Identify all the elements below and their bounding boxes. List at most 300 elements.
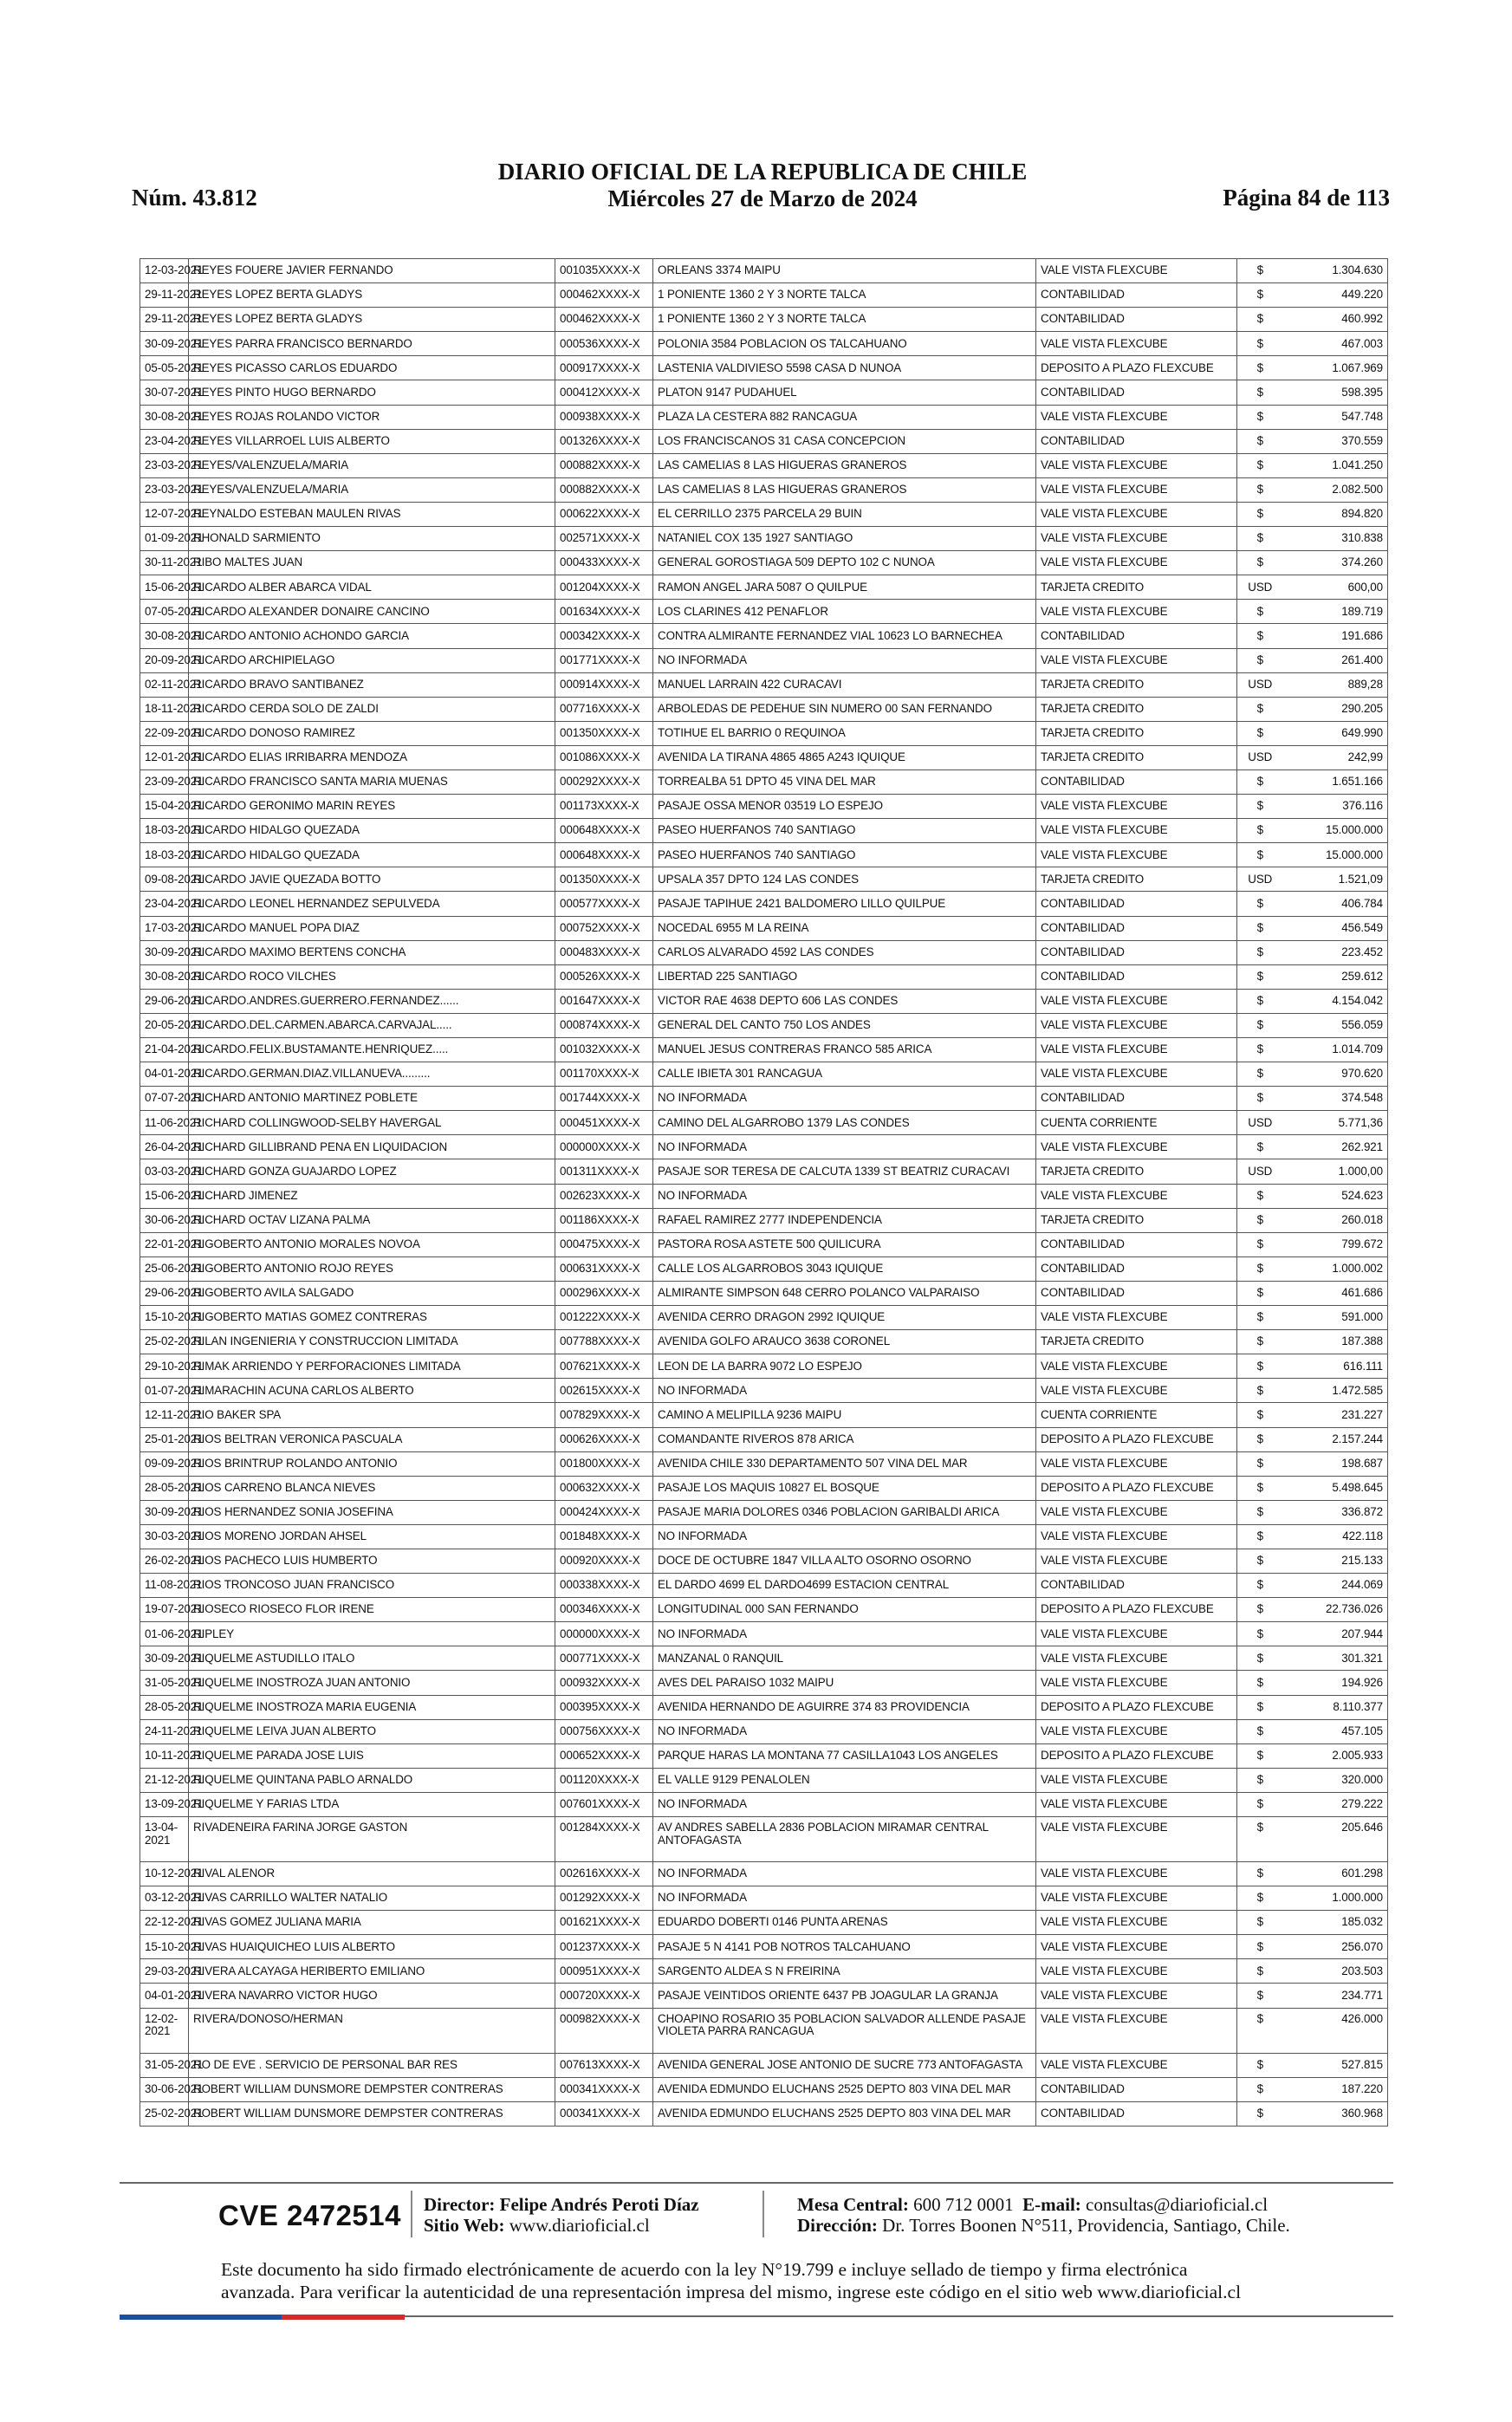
amount-cell: 203.503 [1283, 1959, 1388, 1984]
date-cell: 09-08-2021 [140, 867, 189, 892]
product-cell: VALE VISTA FLEXCUBE [1036, 648, 1237, 672]
rut-cell: 007716XXXX-X [555, 697, 653, 721]
address-cell: UPSALA 357 DPTO 124 LAS CONDES [653, 867, 1036, 892]
date-cell: 21-12-2021 [140, 1768, 189, 1792]
amount-cell: 5.498.645 [1283, 1476, 1388, 1500]
product-cell: TARJETA CREDITO [1036, 697, 1237, 721]
product-cell: CONTABILIDAD [1036, 916, 1237, 940]
amount-cell: 457.105 [1283, 1719, 1388, 1743]
holder-name-cell: RIQUELME Y FARIAS LTDA [189, 1792, 555, 1816]
currency-cell: $ [1237, 1256, 1283, 1281]
date-cell: 30-11-2021 [140, 551, 189, 575]
amount-cell: 894.820 [1283, 502, 1388, 526]
holder-name-cell: RIQUELME LEIVA JUAN ALBERTO [189, 1719, 555, 1743]
product-cell: CONTABILIDAD [1036, 380, 1237, 405]
holder-name-cell: RHONALD SARMIENTO [189, 527, 555, 551]
currency-cell: $ [1237, 1500, 1283, 1524]
date-cell: 23-09-2021 [140, 769, 189, 794]
currency-cell: $ [1237, 1792, 1283, 1816]
product-cell: VALE VISTA FLEXCUBE [1036, 1911, 1237, 1935]
date-cell: 12-01-2021 [140, 745, 189, 769]
table-row [140, 1379, 1388, 1403]
rut-cell: 000342XXXX-X [555, 624, 653, 648]
currency-cell: $ [1237, 477, 1283, 502]
address-cell: 1 PONIENTE 1360 2 Y 3 NORTE TALCA [653, 308, 1036, 332]
footer-separator [411, 2191, 412, 2237]
date-cell: 24-11-2021 [140, 1719, 189, 1743]
table-row [140, 1768, 1388, 1792]
holder-name-cell: RICHARD ANTONIO MARTINEZ POBLETE [189, 1087, 555, 1111]
date-cell: 30-09-2021 [140, 1500, 189, 1524]
table-row [140, 332, 1388, 356]
rut-cell: 000341XXXX-X [555, 2101, 653, 2126]
amount-cell: 970.620 [1283, 1062, 1388, 1087]
table-row [140, 1935, 1388, 1959]
table-row [140, 1087, 1388, 1111]
currency-cell: $ [1237, 2101, 1283, 2126]
email-link[interactable]: consultas@diarioficial.cl [1086, 2194, 1269, 2215]
rut-cell: 002616XXXX-X [555, 1862, 653, 1886]
table-row [140, 429, 1388, 453]
rut-cell: 001350XXXX-X [555, 721, 653, 745]
date-cell: 01-06-2021 [140, 1622, 189, 1646]
rut-cell: 000631XXXX-X [555, 1256, 653, 1281]
product-cell: CONTABILIDAD [1036, 892, 1237, 916]
amount-cell: 422.118 [1283, 1524, 1388, 1549]
rut-cell: 001186XXXX-X [555, 1208, 653, 1232]
rut-cell: 007788XXXX-X [555, 1330, 653, 1354]
holder-name-cell: RICARDO GERONIMO MARIN REYES [189, 795, 555, 819]
table-row [140, 1500, 1388, 1524]
rut-cell: 001035XXXX-X [555, 259, 653, 283]
currency-cell: $ [1237, 1330, 1283, 1354]
amount-cell: 889,28 [1283, 672, 1388, 697]
amount-cell: 1.000,00 [1283, 1159, 1388, 1184]
table-row [140, 1159, 1388, 1184]
table-row [140, 989, 1388, 1013]
date-cell: 01-07-2021 [140, 1379, 189, 1403]
table-row [140, 600, 1388, 624]
product-cell: VALE VISTA FLEXCUBE [1036, 1862, 1237, 1886]
currency-cell: $ [1237, 1403, 1283, 1427]
address-cell: AVENIDA GOLFO ARAUCO 3638 CORONEL [653, 1330, 1036, 1354]
holder-name-cell: RIVERA NAVARRO VICTOR HUGO [189, 1984, 555, 2008]
rut-cell: 001634XXXX-X [555, 600, 653, 624]
currency-cell: USD [1237, 672, 1283, 697]
date-cell: 07-07-2021 [140, 1087, 189, 1111]
product-cell: DEPOSITO A PLAZO FLEXCUBE [1036, 1598, 1237, 1622]
product-cell: VALE VISTA FLEXCUBE [1036, 989, 1237, 1013]
product-cell: VALE VISTA FLEXCUBE [1036, 819, 1237, 843]
table-row [140, 1038, 1388, 1062]
date-cell: 30-09-2021 [140, 940, 189, 964]
amount-cell: 1.304.630 [1283, 259, 1388, 283]
product-cell: VALE VISTA FLEXCUBE [1036, 1671, 1237, 1695]
records-table [140, 258, 1388, 2127]
amount-cell: 556.059 [1283, 1013, 1388, 1037]
currency-cell: $ [1237, 1476, 1283, 1500]
page-header [130, 159, 1395, 219]
currency-cell: $ [1237, 1743, 1283, 1768]
legal-notice-line: avanzada. Para verificar la autenticidad de una representación impresa del mismo, ingrese este código en el sitio web www.diarioficial.cl [221, 2282, 1242, 2302]
product-cell: VALE VISTA FLEXCUBE [1036, 259, 1237, 283]
amount-cell: 461.686 [1283, 1281, 1388, 1305]
address-cell: LIBERTAD 225 SANTIAGO [653, 964, 1036, 989]
amount-cell: 370.559 [1283, 429, 1388, 453]
product-cell: CUENTA CORRIENTE [1036, 1403, 1237, 1427]
holder-name-cell: RICARDO CERDA SOLO DE ZALDI [189, 697, 555, 721]
address-cell: PASAJE LOS MAQUIS 10827 EL BOSQUE [653, 1476, 1036, 1500]
currency-cell: $ [1237, 1451, 1283, 1476]
holder-name-cell: RIVAS CARRILLO WALTER NATALIO [189, 1886, 555, 1911]
date-cell: 25-02-2021 [140, 2101, 189, 2126]
address-cell: LAS CAMELIAS 8 LAS HIGUERAS GRANEROS [653, 453, 1036, 477]
holder-name-cell: RICARDO ROCO VILCHES [189, 964, 555, 989]
publication-date: Miércoles 27 de Marzo de 2024 [607, 185, 918, 211]
date-cell: 29-11-2021 [140, 283, 189, 308]
rut-cell: 000626XXXX-X [555, 1427, 653, 1451]
date-cell: 18-03-2021 [140, 843, 189, 867]
amount-cell: 1.521,09 [1283, 867, 1388, 892]
address-cell: NOCEDAL 6955 M LA REINA [653, 916, 1036, 940]
holder-name-cell: RIMARACHIN ACUNA CARLOS ALBERTO [189, 1379, 555, 1403]
rut-cell: 000648XXXX-X [555, 819, 653, 843]
date-cell: 29-06-2021 [140, 1281, 189, 1305]
address-cell: TORREALBA 51 DPTO 45 VINA DEL MAR [653, 769, 1036, 794]
address-cell: NO INFORMADA [653, 1379, 1036, 1403]
holder-name-cell: RIQUELME INOSTROZA JUAN ANTONIO [189, 1671, 555, 1695]
amount-cell: 8.110.377 [1283, 1695, 1388, 1719]
rut-cell: 000433XXXX-X [555, 551, 653, 575]
table-row [140, 1984, 1388, 2008]
rut-cell: 001173XXXX-X [555, 795, 653, 819]
rut-cell: 000424XXXX-X [555, 1500, 653, 1524]
table-row [140, 356, 1388, 380]
currency-cell: $ [1237, 892, 1283, 916]
address-cell: AVENIDA CERRO DRAGON 2992 IQUIQUE [653, 1306, 1036, 1330]
product-cell: VALE VISTA FLEXCUBE [1036, 1354, 1237, 1379]
amount-cell: 194.926 [1283, 1671, 1388, 1695]
holder-name-cell: RIOS CARRENO BLANCA NIEVES [189, 1476, 555, 1500]
product-cell: VALE VISTA FLEXCUBE [1036, 502, 1237, 526]
rut-cell: 000483XXXX-X [555, 940, 653, 964]
rut-cell: 001170XXXX-X [555, 1062, 653, 1087]
amount-cell: 2.157.244 [1283, 1427, 1388, 1451]
holder-name-cell: RIVERA/DONOSO/HERMAN [189, 2008, 555, 2053]
holder-name-cell: RICARDO.GERMAN.DIAZ.VILLANUEVA......... [189, 1062, 555, 1087]
holder-name-cell: RIGOBERTO ANTONIO ROJO REYES [189, 1256, 555, 1281]
product-cell: CONTABILIDAD [1036, 429, 1237, 453]
rut-cell: 000346XXXX-X [555, 1598, 653, 1622]
table-row [140, 2008, 1388, 2053]
holder-name-cell: RIVADENEIRA FARINA JORGE GASTON [189, 1817, 555, 1862]
currency-cell: $ [1237, 843, 1283, 867]
product-cell: TARJETA CREDITO [1036, 867, 1237, 892]
rut-cell: 001800XXXX-X [555, 1451, 653, 1476]
product-cell: CONTABILIDAD [1036, 940, 1237, 964]
table-row [140, 1476, 1388, 1500]
address-cell: CARLOS ALVARADO 4592 LAS CONDES [653, 940, 1036, 964]
holder-name-cell: RIOS PACHECO LUIS HUMBERTO [189, 1549, 555, 1573]
table-row [140, 672, 1388, 697]
currency-cell: $ [1237, 1184, 1283, 1208]
table-row [140, 308, 1388, 332]
product-cell: VALE VISTA FLEXCUBE [1036, 1184, 1237, 1208]
table-row [140, 843, 1388, 867]
amount-cell: 320.000 [1283, 1768, 1388, 1792]
date-cell: 07-05-2021 [140, 600, 189, 624]
address-cell: AVENIDA LA TIRANA 4865 4865 A243 IQUIQUE [653, 745, 1036, 769]
holder-name-cell: RICARDO MANUEL POPA DIAZ [189, 916, 555, 940]
product-cell: VALE VISTA FLEXCUBE [1036, 843, 1237, 867]
date-cell: 31-05-2021 [140, 1671, 189, 1695]
table-row [140, 1306, 1388, 1330]
date-cell: 04-01-2021 [140, 1984, 189, 2008]
date-cell: 20-09-2021 [140, 648, 189, 672]
date-cell: 15-10-2021 [140, 1935, 189, 1959]
currency-cell: $ [1237, 600, 1283, 624]
address-cell: NO INFORMADA [653, 1622, 1036, 1646]
currency-cell: $ [1237, 624, 1283, 648]
holder-name-cell: RIOS HERNANDEZ SONIA JOSEFINA [189, 1500, 555, 1524]
holder-name-cell: RICHARD JIMENEZ [189, 1184, 555, 1208]
date-cell: 30-06-2021 [140, 1208, 189, 1232]
table-row [140, 1354, 1388, 1379]
records-body [140, 259, 1388, 2127]
currency-cell: $ [1237, 1671, 1283, 1695]
product-cell: VALE VISTA FLEXCUBE [1036, 1959, 1237, 1984]
product-cell: TARJETA CREDITO [1036, 1330, 1237, 1354]
address-cell: CALLE IBIETA 301 RANCAGUA [653, 1062, 1036, 1087]
currency-cell: $ [1237, 1574, 1283, 1598]
table-row [140, 1062, 1388, 1087]
rut-cell: 000412XXXX-X [555, 380, 653, 405]
address-text: Dr. Torres Boonen N°511, Providencia, Santiago, Chile. [882, 2215, 1290, 2236]
date-cell: 02-11-2021 [140, 672, 189, 697]
amount-cell: 336.872 [1283, 1500, 1388, 1524]
holder-name-cell: RICHARD GILLIBRAND PENA EN LIQUIDACION [189, 1135, 555, 1159]
holder-name-cell: RICARDO HIDALGO QUEZADA [189, 819, 555, 843]
rut-cell: 007621XXXX-X [555, 1354, 653, 1379]
holder-name-cell: REYES/VALENZUELA/MARIA [189, 453, 555, 477]
holder-name-cell: RIOS MORENO JORDAN AHSEL [189, 1524, 555, 1549]
amount-cell: 591.000 [1283, 1306, 1388, 1330]
table-row [140, 1719, 1388, 1743]
rut-cell: 001848XXXX-X [555, 1524, 653, 1549]
date-cell: 28-05-2021 [140, 1695, 189, 1719]
product-cell: DEPOSITO A PLAZO FLEXCUBE [1036, 1476, 1237, 1500]
email-label: E-mail: [1022, 2194, 1081, 2215]
holder-name-cell: RICARDO ALEXANDER DONAIRE CANCINO [189, 600, 555, 624]
address-cell: RAFAEL RAMIREZ 2777 INDEPENDENCIA [653, 1208, 1036, 1232]
footer-separator [762, 2191, 764, 2237]
amount-cell: 374.260 [1283, 551, 1388, 575]
currency-cell: $ [1237, 1598, 1283, 1622]
address-cell: PASAJE SOR TERESA DE CALCUTA 1339 ST BEATRIZ CURACAVI [653, 1159, 1036, 1184]
address-cell: COMANDANTE RIVEROS 878 ARICA [653, 1427, 1036, 1451]
amount-cell: 1.472.585 [1283, 1379, 1388, 1403]
legal-notice-line: Este documento ha sido firmado electrónicamente de acuerdo con la ley N°19.799 e incluye sellado de tiempo y firma electrónica [221, 2259, 1188, 2280]
amount-cell: 2.082.500 [1283, 477, 1388, 502]
table-row [140, 1111, 1388, 1135]
currency-cell: $ [1237, 964, 1283, 989]
table-row [140, 477, 1388, 502]
cve-code: CVE 2472514 [218, 2199, 401, 2231]
holder-name-cell: RICARDO BRAVO SANTIBANEZ [189, 672, 555, 697]
currency-cell: USD [1237, 575, 1283, 600]
currency-cell: $ [1237, 259, 1283, 283]
address-cell: PASAJE VEINTIDOS ORIENTE 6437 PB JOAGULAR LA GRANJA [653, 1984, 1036, 2008]
table-row [140, 769, 1388, 794]
rut-cell: 000526XXXX-X [555, 964, 653, 989]
date-cell: 11-06-2021 [140, 1111, 189, 1135]
address-cell: LAS CAMELIAS 8 LAS HIGUERAS GRANEROS [653, 477, 1036, 502]
rut-cell: 000917XXXX-X [555, 356, 653, 380]
product-cell: DEPOSITO A PLAZO FLEXCUBE [1036, 1427, 1237, 1451]
date-cell: 01-09-2021 [140, 527, 189, 551]
address-cell: CAMINO DEL ALGARROBO 1379 LAS CONDES [653, 1111, 1036, 1135]
holder-name-cell: RICARDO LEONEL HERNANDEZ SEPULVEDA [189, 892, 555, 916]
table-row [140, 1911, 1388, 1935]
date-cell: 30-07-2021 [140, 380, 189, 405]
rut-cell: 000462XXXX-X [555, 283, 653, 308]
amount-cell: 260.018 [1283, 1208, 1388, 1232]
date-cell: 29-03-2021 [140, 1959, 189, 1984]
rut-cell: 000652XXXX-X [555, 1743, 653, 1768]
website-link[interactable]: www.diarioficial.cl [509, 2215, 650, 2236]
rut-cell: 001120XXXX-X [555, 1768, 653, 1792]
address-cell: AV ANDRES SABELLA 2836 POBLACION MIRAMAR CENTRAL ANTOFAGASTA [653, 1817, 1036, 1862]
product-cell: CONTABILIDAD [1036, 769, 1237, 794]
address-cell: RAMON ANGEL JARA 5087 O QUILPUE [653, 575, 1036, 600]
address-cell: AVENIDA EDMUNDO ELUCHANS 2525 DEPTO 803 VINA DEL MAR [653, 2101, 1036, 2126]
date-cell: 15-06-2021 [140, 575, 189, 600]
holder-name-cell: REYES FOUERE JAVIER FERNANDO [189, 259, 555, 283]
amount-cell: 205.646 [1283, 1817, 1388, 1862]
address-cell: LOS FRANCISCANOS 31 CASA CONCEPCION [653, 429, 1036, 453]
amount-cell: 231.227 [1283, 1403, 1388, 1427]
product-cell: CONTABILIDAD [1036, 964, 1237, 989]
amount-cell: 1.651.166 [1283, 769, 1388, 794]
holder-name-cell: RIOS BRINTRUP ROLANDO ANTONIO [189, 1451, 555, 1476]
amount-cell: 290.205 [1283, 697, 1388, 721]
address-cell: NO INFORMADA [653, 1135, 1036, 1159]
table-row [140, 1184, 1388, 1208]
rut-cell: 000462XXXX-X [555, 308, 653, 332]
holder-name-cell: RIVAS GOMEZ JULIANA MARIA [189, 1911, 555, 1935]
table-row [140, 916, 1388, 940]
rut-cell: 000882XXXX-X [555, 453, 653, 477]
address-cell: NO INFORMADA [653, 1087, 1036, 1111]
date-cell: 30-08-2021 [140, 964, 189, 989]
amount-cell: 527.815 [1283, 2053, 1388, 2077]
currency-cell: $ [1237, 1911, 1283, 1935]
currency-cell: $ [1237, 1549, 1283, 1573]
date-cell: 15-10-2021 [140, 1306, 189, 1330]
rut-cell: 000982XXXX-X [555, 2008, 653, 2053]
table-row [140, 1862, 1388, 1886]
product-cell: VALE VISTA FLEXCUBE [1036, 453, 1237, 477]
table-row [140, 819, 1388, 843]
currency-cell: $ [1237, 1135, 1283, 1159]
product-cell: TARJETA CREDITO [1036, 575, 1237, 600]
product-cell: CONTABILIDAD [1036, 1281, 1237, 1305]
address-cell: AVENIDA HERNANDO DE AGUIRRE 374 83 PROVIDENCIA [653, 1695, 1036, 1719]
holder-name-cell: RICARDO ELIAS IRRIBARRA MENDOZA [189, 745, 555, 769]
holder-name-cell: REYES LOPEZ BERTA GLADYS [189, 283, 555, 308]
currency-cell: $ [1237, 332, 1283, 356]
holder-name-cell: REYES PARRA FRANCISCO BERNARDO [189, 332, 555, 356]
amount-cell: 15.000.000 [1283, 819, 1388, 843]
address-cell: PLATON 9147 PUDAHUEL [653, 380, 1036, 405]
table-row [140, 745, 1388, 769]
table-row [140, 2077, 1388, 2101]
currency-cell: $ [1237, 1427, 1283, 1451]
table-row [140, 1598, 1388, 1622]
address-cell: AVENIDA CHILE 330 DEPARTAMENTO 507 VINA DEL MAR [653, 1451, 1036, 1476]
table-row [140, 648, 1388, 672]
product-cell: TARJETA CREDITO [1036, 1208, 1237, 1232]
rut-cell: 000932XXXX-X [555, 1671, 653, 1695]
product-cell: VALE VISTA FLEXCUBE [1036, 600, 1237, 624]
product-cell: CONTABILIDAD [1036, 1574, 1237, 1598]
director-name: Felipe Andrés Peroti Díaz [499, 2194, 699, 2215]
address-cell: NO INFORMADA [653, 648, 1036, 672]
amount-cell: 467.003 [1283, 332, 1388, 356]
rut-cell: 000577XXXX-X [555, 892, 653, 916]
address-cell: ALMIRANTE SIMPSON 648 CERRO POLANCO VALPARAISO [653, 1281, 1036, 1305]
holder-name-cell: RIOSECO RIOSECO FLOR IRENE [189, 1598, 555, 1622]
currency-cell: $ [1237, 1886, 1283, 1911]
rut-cell: 001771XXXX-X [555, 648, 653, 672]
table-row [140, 453, 1388, 477]
address-cell: CALLE LOS ALGARROBOS 3043 IQUIQUE [653, 1256, 1036, 1281]
amount-cell: 215.133 [1283, 1549, 1388, 1573]
date-cell: 15-04-2021 [140, 795, 189, 819]
currency-cell: $ [1237, 1013, 1283, 1037]
currency-cell: $ [1237, 2077, 1283, 2101]
table-row [140, 1256, 1388, 1281]
product-cell: TARJETA CREDITO [1036, 721, 1237, 745]
amount-cell: 600,00 [1283, 575, 1388, 600]
amount-cell: 649.990 [1283, 721, 1388, 745]
rut-cell: 000622XXXX-X [555, 502, 653, 526]
date-cell: 13-09-2021 [140, 1792, 189, 1816]
holder-name-cell: REYNALDO ESTEBAN MAULEN RIVAS [189, 502, 555, 526]
holder-name-cell: RIGOBERTO ANTONIO MORALES NOVOA [189, 1232, 555, 1256]
currency-cell: USD [1237, 745, 1283, 769]
amount-cell: 187.220 [1283, 2077, 1388, 2101]
table-row [140, 721, 1388, 745]
currency-cell: $ [1237, 819, 1283, 843]
product-cell: VALE VISTA FLEXCUBE [1036, 1646, 1237, 1671]
currency-cell: $ [1237, 1208, 1283, 1232]
date-cell: 25-01-2021 [140, 1427, 189, 1451]
product-cell: VALE VISTA FLEXCUBE [1036, 1038, 1237, 1062]
amount-cell: 244.069 [1283, 1574, 1388, 1598]
rut-cell: 002615XXXX-X [555, 1379, 653, 1403]
rut-cell: 002623XXXX-X [555, 1184, 653, 1208]
rut-cell: 007829XXXX-X [555, 1403, 653, 1427]
address-cell: GENERAL DEL CANTO 750 LOS ANDES [653, 1013, 1036, 1037]
currency-cell: $ [1237, 1695, 1283, 1719]
address-cell: PASAJE TAPIHUE 2421 BALDOMERO LILLO QUILPUE [653, 892, 1036, 916]
rut-cell: 001032XXXX-X [555, 1038, 653, 1062]
address-cell: EL DARDO 4699 EL DARDO4699 ESTACION CENTRAL [653, 1574, 1036, 1598]
holder-name-cell: RICARDO.DEL.CARMEN.ABARCA.CARVAJAL..... [189, 1013, 555, 1037]
table-row [140, 1792, 1388, 1816]
table-row [140, 795, 1388, 819]
